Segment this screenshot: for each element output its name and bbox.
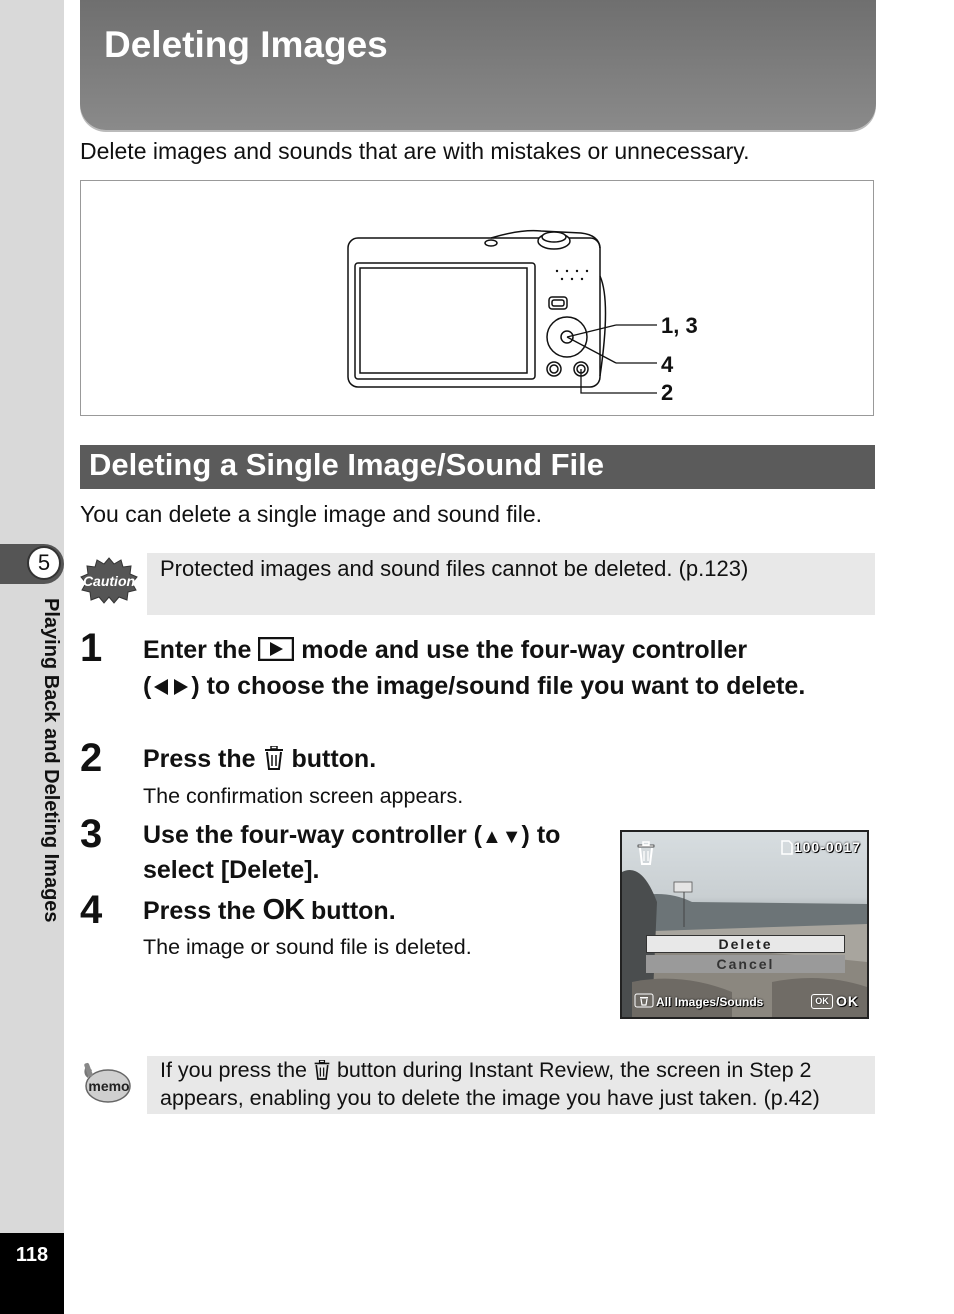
step-1-number: 1 xyxy=(80,626,103,670)
chapter-number: 5 xyxy=(27,546,61,580)
trash-icon xyxy=(263,746,285,779)
svg-text:memo: memo xyxy=(88,1078,130,1094)
callout-2: 2 xyxy=(661,380,674,405)
ok-button-glyph: OK xyxy=(262,894,305,926)
step-4-text: Press the OK button. xyxy=(143,894,396,926)
step-2-number: 2 xyxy=(80,736,103,780)
ok-label: OK xyxy=(836,993,859,1009)
trash-key-icon xyxy=(634,993,654,1013)
all-images-sounds-label: All Images/Sounds xyxy=(656,995,764,1009)
page-title: Deleting Images xyxy=(104,24,388,65)
caution-text: Protected images and sound files cannot be deleted. (p.123) xyxy=(160,556,749,581)
callout-1-3: 1, 3 xyxy=(661,313,698,338)
svg-text:Caution: Caution xyxy=(82,573,136,589)
callout-4: 4 xyxy=(661,352,674,377)
step-1-text: Enter the mode and use the four-way controller ( ) to choose the image/sound file you want to delete. xyxy=(143,634,843,706)
delete-mode-icon xyxy=(632,838,660,871)
camera-back-illustration xyxy=(81,181,875,417)
memory-card-icon xyxy=(781,840,793,860)
section-title: Deleting a Single Image/Sound File xyxy=(89,447,605,482)
menu-cancel-option[interactable]: Cancel xyxy=(646,955,845,973)
step-4-subtext: The image or sound file is deleted. xyxy=(143,935,472,959)
playback-icon xyxy=(258,637,294,670)
intro-text: Delete images and sounds that are with mistakes or unnecessary. xyxy=(80,138,750,164)
caution-icon xyxy=(80,556,138,604)
memo-icon xyxy=(80,1060,132,1106)
chapter-title: Playing Back and Deleting Images xyxy=(40,598,62,923)
memo-text: If you press the button during Instant Review, the screen in Step 2 appears, enabling you to delete the image you have just taken. (p.42) xyxy=(160,1058,820,1110)
step-3-number: 3 xyxy=(80,812,103,856)
step-4-number: 4 xyxy=(80,888,103,932)
up-down-arrows: ▲▼ xyxy=(481,826,522,848)
file-number: 100-0017 xyxy=(793,839,861,855)
step-2-subtext: The confirmation screen appears. xyxy=(143,784,464,808)
camera-lcd-screen xyxy=(620,830,869,1019)
section-description: You can delete a single image and sound file. xyxy=(80,501,543,527)
camera-figure xyxy=(80,180,874,416)
menu-delete-option[interactable]: Delete xyxy=(646,935,845,953)
trash-icon xyxy=(313,1060,331,1086)
step-2-text: Press the button. xyxy=(143,743,376,779)
page-number: 118 xyxy=(15,1244,49,1266)
step-3-text: Use the four-way controller (▲▼) to select [Delete]. xyxy=(143,821,561,884)
left-right-arrows-icon xyxy=(151,673,191,706)
ok-key-icon: OK xyxy=(811,994,833,1009)
